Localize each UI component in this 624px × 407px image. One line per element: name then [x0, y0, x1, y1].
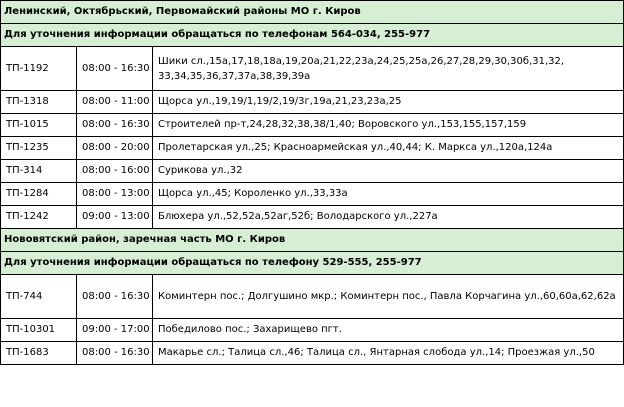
- address-list: Макарье сл.; Талица сл.,46; Талица сл., Янтарная слобода ул.,14; Проезжая ул.,50: [153, 342, 624, 365]
- substation-code: ТП-1683: [1, 342, 77, 365]
- time-range: 08:00 - 16:30: [77, 342, 153, 365]
- phone-note: Для уточнения информации обращаться по телефонам 564-034, 255-977: [1, 24, 624, 47]
- substation-code: ТП-1235: [1, 137, 77, 160]
- address-list: Сурикова ул.,32: [153, 160, 624, 183]
- table-row: [1, 275, 624, 319]
- phone-note-row: [1, 252, 624, 275]
- table-row: [1, 114, 624, 137]
- time-range: 08:00 - 16:30: [77, 114, 153, 137]
- time-range: 08:00 - 11:00: [77, 91, 153, 114]
- substation-code: ТП-1192: [1, 47, 77, 91]
- substation-code: ТП-1284: [1, 183, 77, 206]
- section-title: Нововятский район, заречная часть МО г. Киров: [1, 229, 624, 252]
- table-row: [1, 160, 624, 183]
- address-list: Шики сл.,15а,17,18,18а,19,20а,21,22,23а,24,25,25а,26,27,28,29,30,30б,31,32, 33,34,35,36,37,37а,38,39,39а: [153, 47, 624, 91]
- table-row: [1, 319, 624, 342]
- table-row: [1, 342, 624, 365]
- address-list: Блюхера ул.,52,52а,52аг,52б; Володарского ул.,227а: [153, 206, 624, 229]
- section-title-row: [1, 1, 624, 24]
- table-row: [1, 91, 624, 114]
- address-list: Коминтерн пос.; Долгушино мкр.; Коминтерн пос., Павла Корчагина ул.,60,60а,62,62а: [153, 275, 624, 319]
- address-list: Щорса ул.,45; Короленко ул.,33,33а: [153, 183, 624, 206]
- table-row: [1, 137, 624, 160]
- time-range: 08:00 - 16:30: [77, 275, 153, 319]
- table-row: [1, 206, 624, 229]
- time-range: 08:00 - 13:00: [77, 183, 153, 206]
- substation-code: ТП-744: [1, 275, 77, 319]
- section-title: Ленинский, Октябрьский, Первомайский районы МО г. Киров: [1, 1, 624, 24]
- time-range: 09:00 - 13:00: [77, 206, 153, 229]
- phone-note: Для уточнения информации обращаться по телефону 529-555, 255-977: [1, 252, 624, 275]
- substation-code: ТП-1242: [1, 206, 77, 229]
- time-range: 08:00 - 16:30: [77, 47, 153, 91]
- address-list: Пролетарская ул.,25; Красноармейская ул.,40,44; К. Маркса ул.,120а,124а: [153, 137, 624, 160]
- time-range: 08:00 - 20:00: [77, 137, 153, 160]
- table-row: [1, 183, 624, 206]
- substation-code: ТП-10301: [1, 319, 77, 342]
- section-title-row: [1, 229, 624, 252]
- address-list: Строителей пр-т,24,28,32,38,38/1,40; Воровского ул.,153,155,157,159: [153, 114, 624, 137]
- substation-code: ТП-1318: [1, 91, 77, 114]
- substation-code: ТП-1015: [1, 114, 77, 137]
- time-range: 08:00 - 16:00: [77, 160, 153, 183]
- address-list: Победилово пос.; Захарищево пгт.: [153, 319, 624, 342]
- address-list: Щорса ул.,19,19/1,19/2,19/3г,19а,21,23,23а,25: [153, 91, 624, 114]
- phone-note-row: [1, 24, 624, 47]
- table-row: [1, 47, 624, 91]
- time-range: 09:00 - 17:00: [77, 319, 153, 342]
- substation-code: ТП-314: [1, 160, 77, 183]
